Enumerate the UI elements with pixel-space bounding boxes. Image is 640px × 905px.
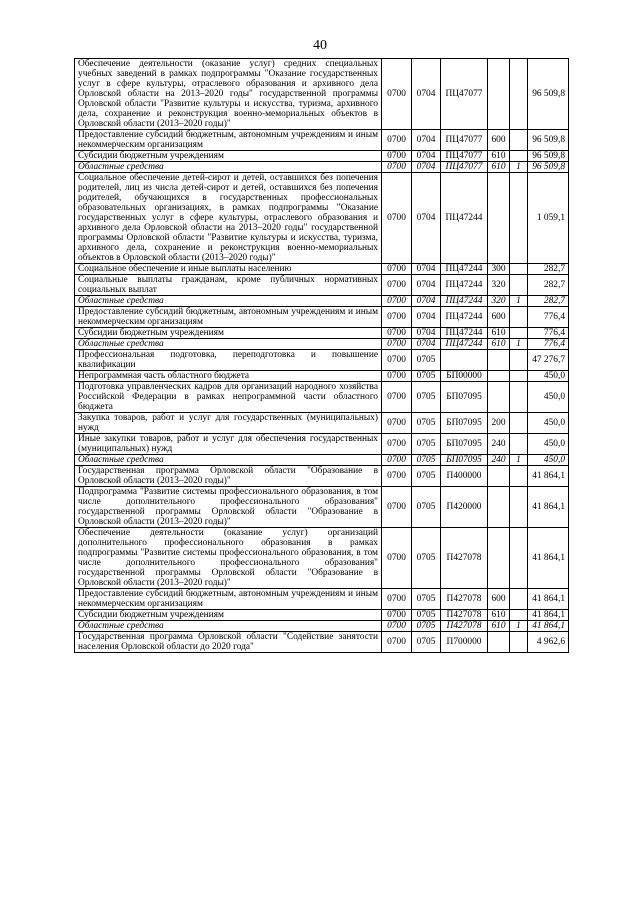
funding-source-cell xyxy=(510,59,528,130)
section-code-cell: 0700 xyxy=(382,413,412,434)
target-article-cell: ПЦ47244 xyxy=(441,296,488,307)
amount-cell: 41 864,1 xyxy=(528,487,569,528)
amount-cell: 450,0 xyxy=(528,434,569,455)
row-name-cell: Непрограммная часть областного бюджета xyxy=(75,371,382,382)
table-row xyxy=(75,162,569,173)
amount-cell: 96 509,8 xyxy=(528,59,569,130)
section-code-cell: 0700 xyxy=(382,434,412,455)
target-article-cell: БП00000 xyxy=(441,371,488,382)
target-article-cell: ПЦ47077 xyxy=(441,151,488,162)
expense-type-cell: 240 xyxy=(488,434,510,455)
subsection-code-cell: 0705 xyxy=(412,466,441,487)
subsection-code-cell: 0705 xyxy=(412,455,441,466)
funding-source-cell xyxy=(510,173,528,264)
subsection-code-cell: 0705 xyxy=(412,610,441,621)
funding-source-cell: 1 xyxy=(510,339,528,350)
amount-cell: 776,4 xyxy=(528,328,569,339)
subsection-code-cell: 0704 xyxy=(412,173,441,264)
subsection-code-cell: 0704 xyxy=(412,328,441,339)
table-row xyxy=(75,173,569,264)
section-code-cell: 0700 xyxy=(382,275,412,296)
subsection-code-cell: 0704 xyxy=(412,296,441,307)
subsection-code-cell: 0705 xyxy=(412,487,441,528)
funding-source-cell xyxy=(510,528,528,589)
table-row xyxy=(75,455,569,466)
amount-cell: 41 864,1 xyxy=(528,589,569,610)
section-code-cell: 0700 xyxy=(382,162,412,173)
section-code-cell: 0700 xyxy=(382,339,412,350)
target-article-cell: БП07095 xyxy=(441,455,488,466)
budget-table xyxy=(74,58,569,653)
funding-source-cell xyxy=(510,130,528,151)
target-article-cell: П700000 xyxy=(441,632,488,653)
budget-table-body xyxy=(75,59,569,653)
amount-cell: 776,4 xyxy=(528,307,569,328)
amount-cell: 450,0 xyxy=(528,455,569,466)
table-row xyxy=(75,264,569,275)
row-name-cell: Субсидии бюджетным учреждениям xyxy=(75,151,382,162)
subsection-code-cell: 0704 xyxy=(412,162,441,173)
expense-type-cell: 320 xyxy=(488,296,510,307)
table-row xyxy=(75,328,569,339)
section-code-cell: 0700 xyxy=(382,621,412,632)
funding-source-cell: 1 xyxy=(510,162,528,173)
row-name-cell: Предоставление субсидий бюджетным, автономным учреждениям и иным некоммерческим организациям xyxy=(75,589,382,610)
target-article-cell: П427078 xyxy=(441,610,488,621)
target-article-cell: БП07095 xyxy=(441,434,488,455)
table-row xyxy=(75,151,569,162)
expense-type-cell xyxy=(488,350,510,371)
target-article-cell: ПЦ47244 xyxy=(441,173,488,264)
section-code-cell: 0700 xyxy=(382,466,412,487)
row-name-cell: Иные закупки товаров, работ и услуг для обеспечения государственных (муниципальных) нужд xyxy=(75,434,382,455)
section-code-cell: 0700 xyxy=(382,455,412,466)
funding-source-cell xyxy=(510,264,528,275)
table-row xyxy=(75,339,569,350)
subsection-code-cell: 0705 xyxy=(412,434,441,455)
row-name-cell: Социальные выплаты гражданам, кроме публичных нормативных социальных выплат xyxy=(75,275,382,296)
subsection-code-cell: 0705 xyxy=(412,621,441,632)
section-code-cell: 0700 xyxy=(382,130,412,151)
page-number: 40 xyxy=(313,38,327,53)
amount-cell: 1 059,1 xyxy=(528,173,569,264)
expense-type-cell xyxy=(488,173,510,264)
row-name-cell: Областные средства xyxy=(75,455,382,466)
row-name-cell: Подготовка управленческих кадров для организаций народного хозяйства Российской Федерации в рамках непрограммной части областного бюджета xyxy=(75,382,382,413)
amount-cell: 96 509,8 xyxy=(528,151,569,162)
subsection-code-cell: 0705 xyxy=(412,382,441,413)
row-name-cell: Предоставление субсидий бюджетным, автономным учреждениям и иным некоммерческим организациям xyxy=(75,130,382,151)
amount-cell: 96 509,8 xyxy=(528,130,569,151)
table-row xyxy=(75,413,569,434)
target-article-cell xyxy=(441,350,488,371)
funding-source-cell xyxy=(510,151,528,162)
subsection-code-cell: 0705 xyxy=(412,528,441,589)
row-name-cell: Государственная программа Орловской области "Содействие занятости населения Орловской области до 2020 года" xyxy=(75,632,382,653)
funding-source-cell xyxy=(510,328,528,339)
amount-cell: 282,7 xyxy=(528,296,569,307)
amount-cell: 41 864,1 xyxy=(528,610,569,621)
expense-type-cell: 610 xyxy=(488,621,510,632)
table-row xyxy=(75,589,569,610)
table-row xyxy=(75,275,569,296)
expense-type-cell: 600 xyxy=(488,307,510,328)
expense-type-cell: 200 xyxy=(488,413,510,434)
amount-cell: 41 864,1 xyxy=(528,466,569,487)
amount-cell: 450,0 xyxy=(528,382,569,413)
amount-cell: 41 864,1 xyxy=(528,528,569,589)
funding-source-cell xyxy=(510,632,528,653)
amount-cell: 776,4 xyxy=(528,339,569,350)
row-name-cell: Субсидии бюджетным учреждениям xyxy=(75,328,382,339)
row-name-cell: Областные средства xyxy=(75,339,382,350)
expense-type-cell xyxy=(488,382,510,413)
funding-source-cell xyxy=(510,275,528,296)
expense-type-cell xyxy=(488,466,510,487)
table-row xyxy=(75,528,569,589)
expense-type-cell: 610 xyxy=(488,151,510,162)
section-code-cell: 0700 xyxy=(382,589,412,610)
section-code-cell: 0700 xyxy=(382,371,412,382)
funding-source-cell xyxy=(510,307,528,328)
funding-source-cell xyxy=(510,466,528,487)
row-name-cell: Профессиональная подготовка, переподготовка и повышение квалификации xyxy=(75,350,382,371)
target-article-cell: ПЦ47244 xyxy=(441,307,488,328)
section-code-cell: 0700 xyxy=(382,59,412,130)
funding-source-cell xyxy=(510,487,528,528)
subsection-code-cell: 0704 xyxy=(412,151,441,162)
target-article-cell: ПЦ47244 xyxy=(441,275,488,296)
section-code-cell: 0700 xyxy=(382,296,412,307)
row-name-cell: Субсидии бюджетным учреждениям xyxy=(75,610,382,621)
funding-source-cell: 1 xyxy=(510,455,528,466)
section-code-cell: 0700 xyxy=(382,610,412,621)
funding-source-cell xyxy=(510,350,528,371)
amount-cell: 450,0 xyxy=(528,371,569,382)
expense-type-cell xyxy=(488,371,510,382)
funding-source-cell: 1 xyxy=(510,621,528,632)
section-code-cell: 0700 xyxy=(382,173,412,264)
target-article-cell: ПЦ47077 xyxy=(441,162,488,173)
amount-cell: 282,7 xyxy=(528,275,569,296)
table-row xyxy=(75,307,569,328)
subsection-code-cell: 0704 xyxy=(412,275,441,296)
row-name-cell: Областные средства xyxy=(75,296,382,307)
subsection-code-cell: 0705 xyxy=(412,413,441,434)
target-article-cell: ПЦ47244 xyxy=(441,264,488,275)
target-article-cell: П420000 xyxy=(441,487,488,528)
amount-cell: 41 864,1 xyxy=(528,621,569,632)
amount-cell: 450,0 xyxy=(528,413,569,434)
section-code-cell: 0700 xyxy=(382,328,412,339)
subsection-code-cell: 0704 xyxy=(412,130,441,151)
table-row xyxy=(75,610,569,621)
target-article-cell: П427078 xyxy=(441,528,488,589)
row-name-cell: Социальное обеспечение и иные выплаты населению xyxy=(75,264,382,275)
subsection-code-cell: 0705 xyxy=(412,350,441,371)
target-article-cell: П427078 xyxy=(441,621,488,632)
funding-source-cell xyxy=(510,610,528,621)
target-article-cell: ПЦ47077 xyxy=(441,130,488,151)
table-row xyxy=(75,296,569,307)
expense-type-cell: 610 xyxy=(488,339,510,350)
subsection-code-cell: 0705 xyxy=(412,632,441,653)
table-row xyxy=(75,487,569,528)
row-name-cell: Социальное обеспечение детей-сирот и детей, оставшихся без попечения родителей, лиц из числа детей-сирот и детей, оставшихся без попечения родителей, обучающихся в государственных профессиональных образовательных организациях, в рамках подпрограммы "Оказание государственных услуг в сфере культуры, отраслевого образования и архивного дела Орловской области на 2013–2020 годы" государственной программы Орловской области "Развитие культуры и искусства, туризма, архивного дела, сохранение и реконструкция военно-мемориальных объектов в Орловской области (2013–2020 годы)" xyxy=(75,173,382,264)
row-name-cell: Государственная программа Орловской области "Образование в Орловской области (2013–2020 годы)" xyxy=(75,466,382,487)
target-article-cell: П400000 xyxy=(441,466,488,487)
funding-source-cell: 1 xyxy=(510,296,528,307)
section-code-cell: 0700 xyxy=(382,528,412,589)
subsection-code-cell: 0704 xyxy=(412,59,441,130)
funding-source-cell xyxy=(510,382,528,413)
row-name-cell: Закупка товаров, работ и услуг для государственных (муниципальных) нужд xyxy=(75,413,382,434)
expense-type-cell: 610 xyxy=(488,162,510,173)
funding-source-cell xyxy=(510,413,528,434)
table-row xyxy=(75,130,569,151)
table-row xyxy=(75,59,569,130)
section-code-cell: 0700 xyxy=(382,487,412,528)
row-name-cell: Обеспечение деятельности (оказание услуг) организаций дополнительного профессионального образования в рамках подпрограммы "Развитие системы профессионального образования, в том числе дополнительного профессионального образования" государственной программы Орловской области "Образование в Орловской области (2013–2020 годы)" xyxy=(75,528,382,589)
funding-source-cell xyxy=(510,434,528,455)
section-code-cell: 0700 xyxy=(382,350,412,371)
row-name-cell: Областные средства xyxy=(75,621,382,632)
amount-cell: 282,7 xyxy=(528,264,569,275)
row-name-cell: Обеспечение деятельности (оказание услуг) средних специальных учебных заведений в рамках подпрограммы "Оказание государственных услуг в сфере культуры, отраслевого образования и архивного дела Орловской области на 2013–2020 годы" государственной программы Орловской области "Развитие культуры и искусства, туризма, архивного дела, сохранение и реконструкция военно-мемориальных объектов в Орловской области (2013–2020 годы)" xyxy=(75,59,382,130)
target-article-cell: БП07095 xyxy=(441,413,488,434)
subsection-code-cell: 0705 xyxy=(412,589,441,610)
table-row xyxy=(75,371,569,382)
expense-type-cell: 240 xyxy=(488,455,510,466)
table-row xyxy=(75,632,569,653)
table-row xyxy=(75,350,569,371)
target-article-cell: ПЦ47077 xyxy=(441,59,488,130)
subsection-code-cell: 0704 xyxy=(412,307,441,328)
subsection-code-cell: 0705 xyxy=(412,371,441,382)
table-row xyxy=(75,434,569,455)
amount-cell: 47 276,7 xyxy=(528,350,569,371)
section-code-cell: 0700 xyxy=(382,264,412,275)
expense-type-cell xyxy=(488,487,510,528)
target-article-cell: БП07095 xyxy=(441,382,488,413)
table-row xyxy=(75,466,569,487)
expense-type-cell: 610 xyxy=(488,610,510,621)
table-row xyxy=(75,621,569,632)
funding-source-cell xyxy=(510,589,528,610)
section-code-cell: 0700 xyxy=(382,151,412,162)
section-code-cell: 0700 xyxy=(382,307,412,328)
amount-cell: 96 509,8 xyxy=(528,162,569,173)
target-article-cell: ПЦ47244 xyxy=(441,339,488,350)
section-code-cell: 0700 xyxy=(382,382,412,413)
funding-source-cell xyxy=(510,371,528,382)
expense-type-cell: 600 xyxy=(488,589,510,610)
subsection-code-cell: 0704 xyxy=(412,339,441,350)
subsection-code-cell: 0704 xyxy=(412,264,441,275)
target-article-cell: ПЦ47244 xyxy=(441,328,488,339)
expense-type-cell xyxy=(488,632,510,653)
row-name-cell: Подпрограмма "Развитие системы профессионального образования, в том числе дополнительного профессионального образования" государственной программы Орловской области "Образование в Орловской области (2013–2020 годы)" xyxy=(75,487,382,528)
row-name-cell: Областные средства xyxy=(75,162,382,173)
expense-type-cell xyxy=(488,528,510,589)
expense-type-cell: 300 xyxy=(488,264,510,275)
row-name-cell: Предоставление субсидий бюджетным, автономным учреждениям и иным некоммерческим организациям xyxy=(75,307,382,328)
target-article-cell: П427078 xyxy=(441,589,488,610)
table-row xyxy=(75,382,569,413)
expense-type-cell: 320 xyxy=(488,275,510,296)
expense-type-cell xyxy=(488,59,510,130)
expense-type-cell: 600 xyxy=(488,130,510,151)
section-code-cell: 0700 xyxy=(382,632,412,653)
amount-cell: 4 962,6 xyxy=(528,632,569,653)
expense-type-cell: 610 xyxy=(488,328,510,339)
